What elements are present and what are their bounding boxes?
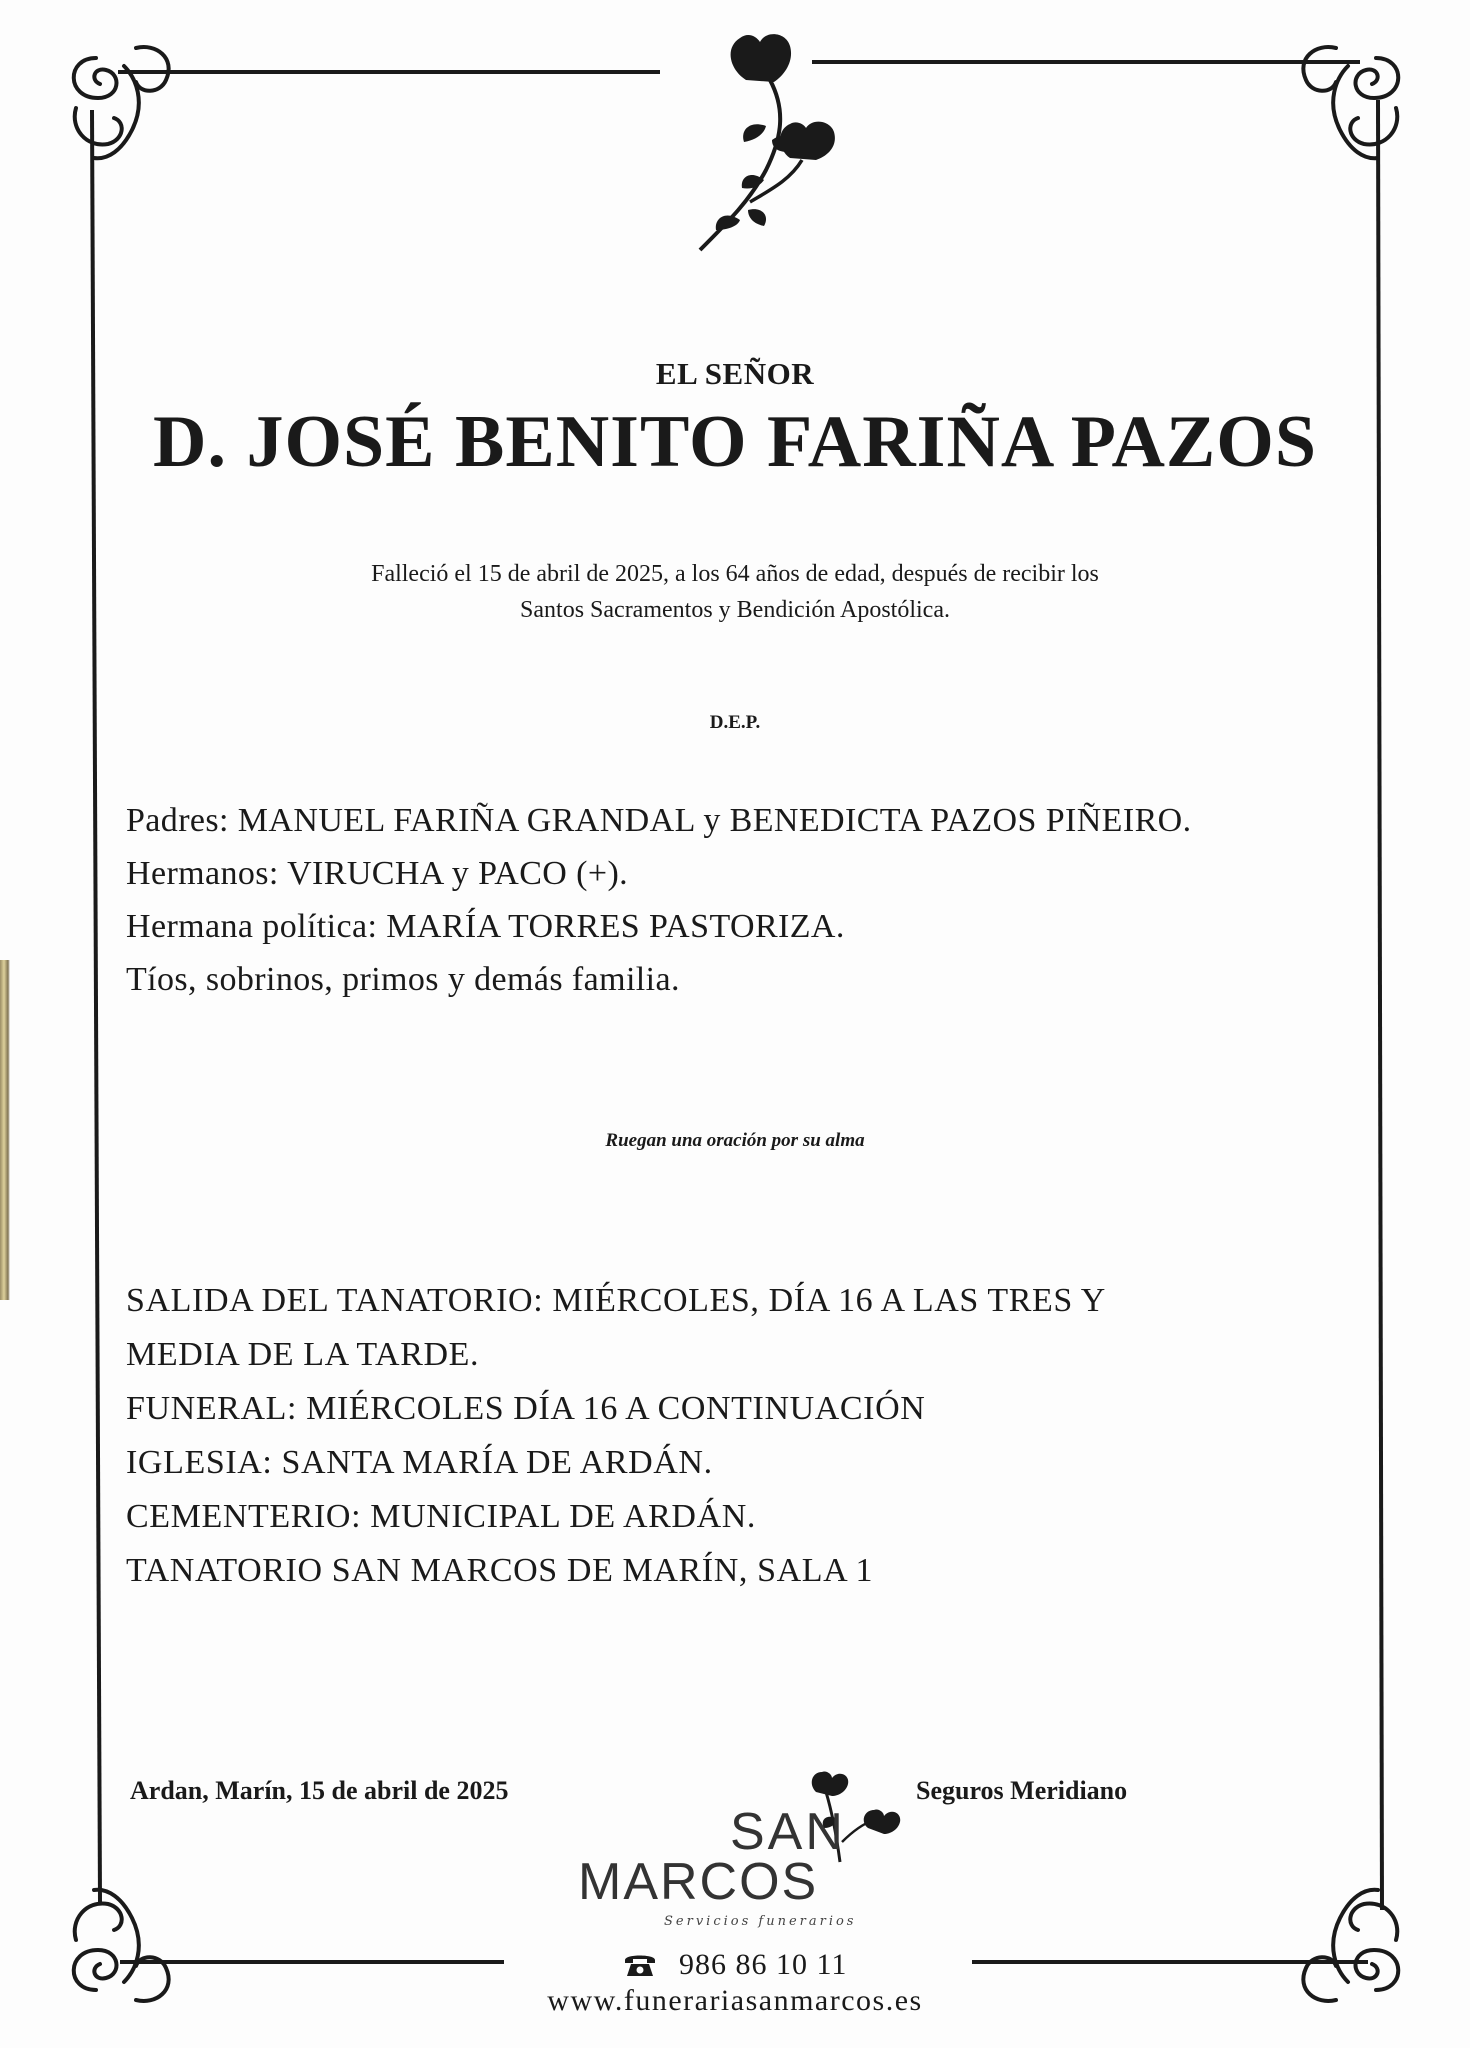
phone-number[interactable]: 986 86 10 11	[679, 1948, 848, 1982]
family-line-parents: Padres: MANUEL FARIÑA GRANDAL y BENEDICTA PAZOS PIÑEIRO.	[126, 802, 1192, 839]
death-notice-line: Santos Sacramentos y Bendición Apostólica.	[520, 597, 950, 623]
service-details	[126, 1274, 1376, 1598]
phone-row	[0, 1946, 1470, 1982]
family-line-siblings: Hermanos: VIRUCHA y PACO (+).	[126, 855, 629, 892]
logo-word-marcos: MARCOS	[578, 1853, 819, 1911]
service-line: FUNERAL: MIÉRCOLES DÍA 16 A CONTINUACIÓN	[126, 1390, 926, 1427]
logo-tagline: Servicios funerarios	[664, 1914, 857, 1929]
service-line: MEDIA DE LA TARDE.	[126, 1336, 480, 1373]
family-line-relatives: Tíos, sobrinos, primos y demás familia.	[126, 961, 680, 998]
insurer-name: Seguros Meridiano	[916, 1776, 1128, 1805]
dep-label: D.E.P.	[709, 712, 761, 733]
prayer-request: Ruegan una oración por su alma	[605, 1130, 865, 1151]
place-and-date: Ardan, Marín, 15 de abril de 2025	[130, 1776, 509, 1805]
funeral-home-logo	[560, 1770, 920, 1940]
flower-icon	[700, 34, 835, 250]
family-list	[126, 794, 1376, 1006]
family-line-sister-in-law: Hermana política: MARÍA TORRES PASTORIZA.	[126, 908, 845, 945]
phone-icon	[623, 1952, 657, 1978]
death-notice	[0, 556, 1470, 628]
service-line: CEMENTERIO: MUNICIPAL DE ARDÁN.	[126, 1498, 756, 1535]
honorific-title: EL SEÑOR	[655, 356, 815, 391]
website-link[interactable]: www.funerariasanmarcos.es	[547, 1984, 923, 2017]
logo-word-san: SAN	[730, 1803, 846, 1861]
service-line: TANATORIO SAN MARCOS DE MARÍN, SALA 1	[126, 1552, 874, 1589]
deceased-name: D. JOSÉ BENITO FARIÑA PAZOS	[153, 401, 1317, 483]
service-line: SALIDA DEL TANATORIO: MIÉRCOLES, DÍA 16 A LAS TRES Y	[126, 1282, 1106, 1319]
service-line: IGLESIA: SANTA MARÍA DE ARDÁN.	[126, 1444, 713, 1481]
death-notice-line: Falleció el 15 de abril de 2025, a los 64 años de edad, después de recibir los	[371, 561, 1099, 587]
corner-scroll-top-left	[74, 47, 169, 158]
